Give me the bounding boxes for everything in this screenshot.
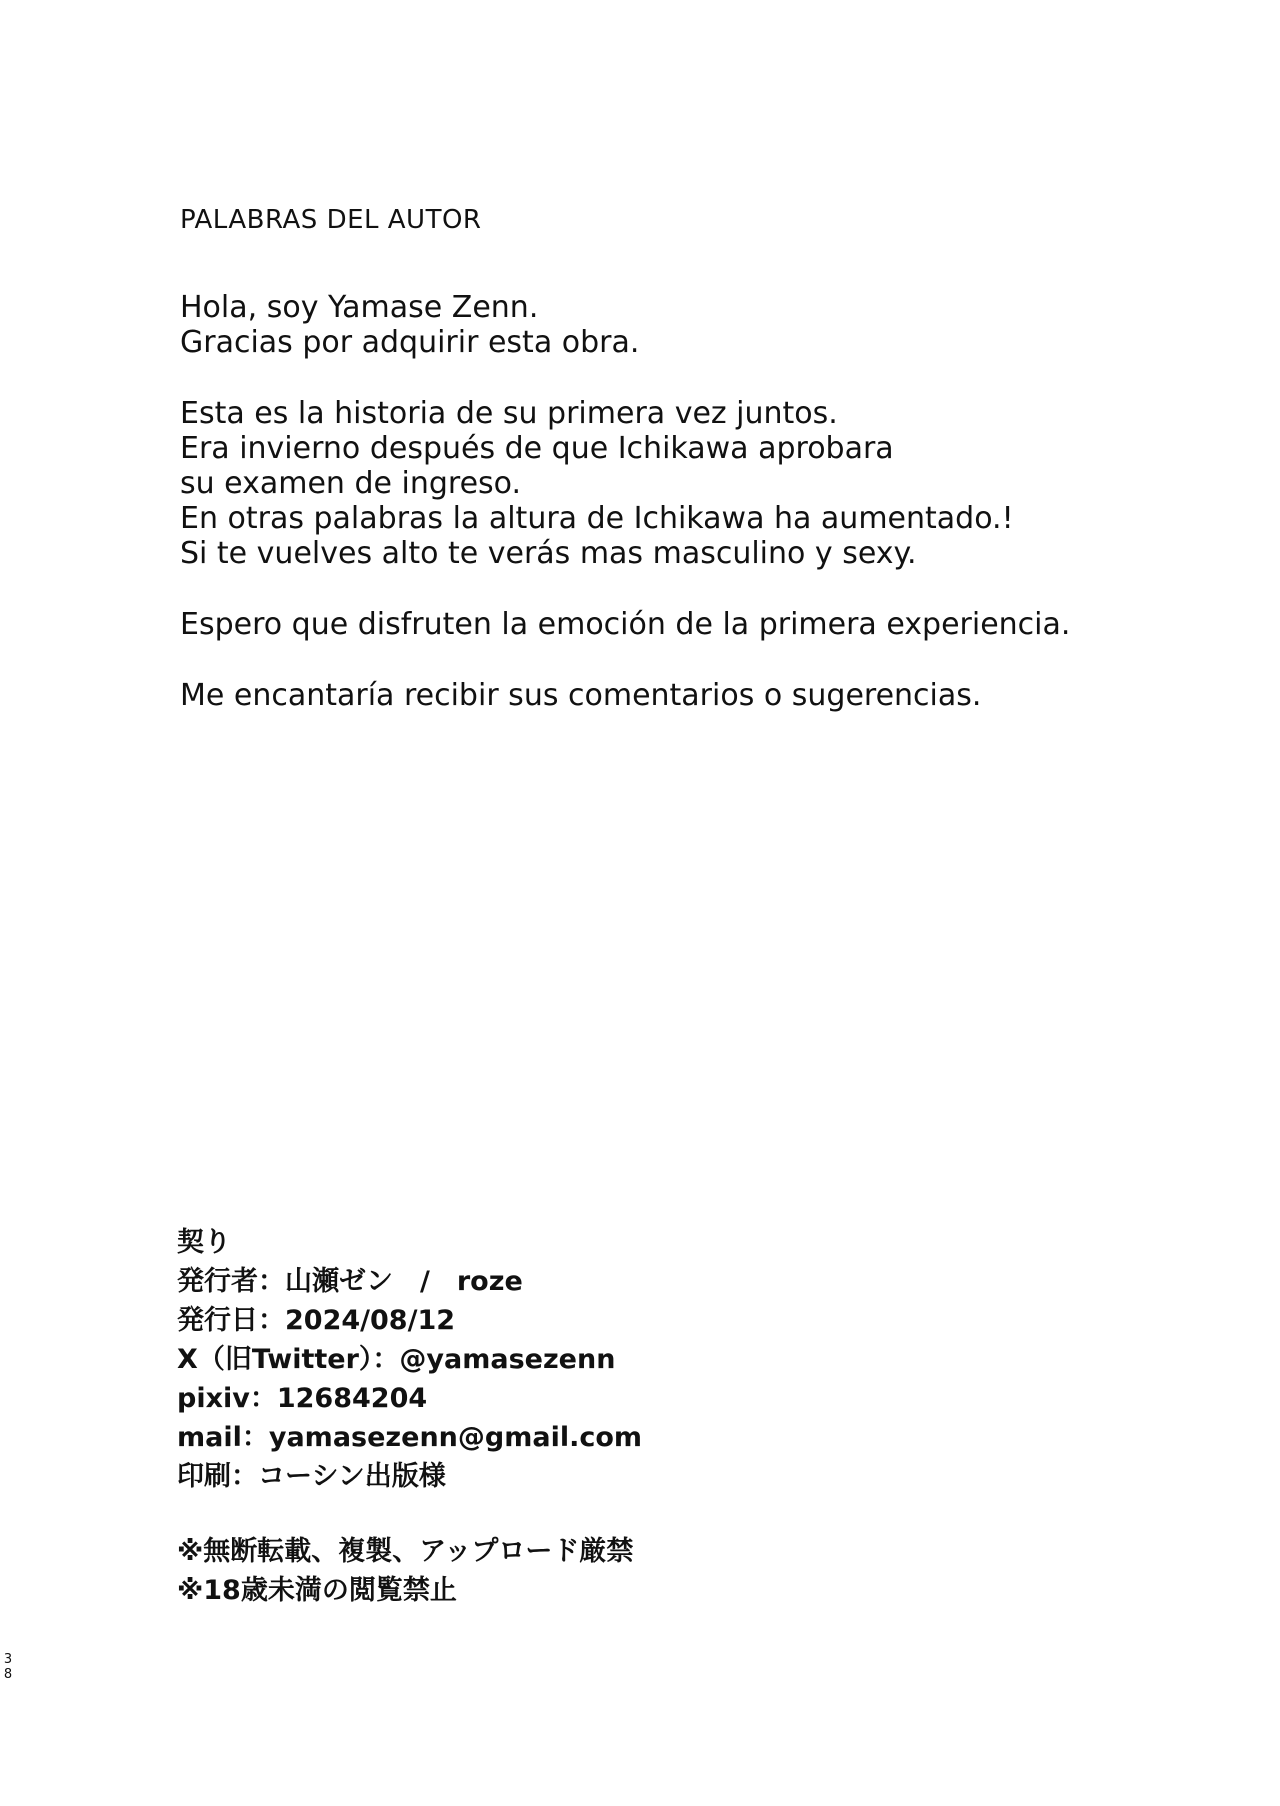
afterword-line: Espero que disfruten la emoción de la primera experiencia. bbox=[180, 607, 1071, 642]
afterword-paragraph bbox=[180, 396, 1180, 571]
afterword-line: Era invierno después de que Ichikawa aprobara bbox=[180, 431, 894, 466]
afterword-line: Esta es la historia de su primera vez juntos. bbox=[180, 396, 838, 431]
colophon-printer: 印刷：コーシン出版様 bbox=[177, 1461, 446, 1492]
afterword-paragraph bbox=[180, 290, 1180, 360]
notice-age-restriction: ※18歳未満の閲覧禁止 bbox=[177, 1575, 457, 1606]
afterword-paragraph bbox=[180, 678, 1180, 713]
afterword-line: En otras palabras la altura de Ichikawa ha aumentado.! bbox=[180, 501, 1014, 536]
page-number-digit: 8 bbox=[3, 1667, 13, 1682]
colophon-publisher: 発行者：山瀬ゼン / roze bbox=[177, 1266, 523, 1297]
colophon-title: 契り bbox=[177, 1227, 231, 1258]
afterword-line: Hola, soy Yamase Zenn. bbox=[180, 290, 539, 325]
afterword-line: Si te vuelves alto te verás mas masculino y sexy. bbox=[180, 536, 917, 571]
colophon-twitter: X（旧Twitter）：@yamasezenn bbox=[177, 1344, 616, 1375]
afterword-body bbox=[180, 290, 1180, 749]
colophon-date: 発行日：2024/08/12 bbox=[177, 1305, 456, 1336]
colophon bbox=[177, 1223, 642, 1496]
notice-no-reproduction: ※無断転載、複製、アップロード厳禁 bbox=[177, 1536, 634, 1567]
page-number bbox=[2, 1652, 14, 1682]
legal-notices bbox=[177, 1532, 633, 1610]
afterword-line: Me encantaría recibir sus comentarios o sugerencias. bbox=[180, 678, 982, 713]
afterword-paragraph bbox=[180, 607, 1180, 642]
colophon-pixiv: pixiv：12684204 bbox=[177, 1383, 428, 1414]
afterword-heading: PALABRAS DEL AUTOR bbox=[180, 205, 482, 235]
page-number-digit: 3 bbox=[3, 1652, 13, 1667]
afterword-line: Gracias por adquirir esta obra. bbox=[180, 325, 640, 360]
colophon-mail: mail：yamasezenn@gmail.com bbox=[177, 1422, 643, 1453]
afterword-line: su examen de ingreso. bbox=[180, 466, 522, 501]
